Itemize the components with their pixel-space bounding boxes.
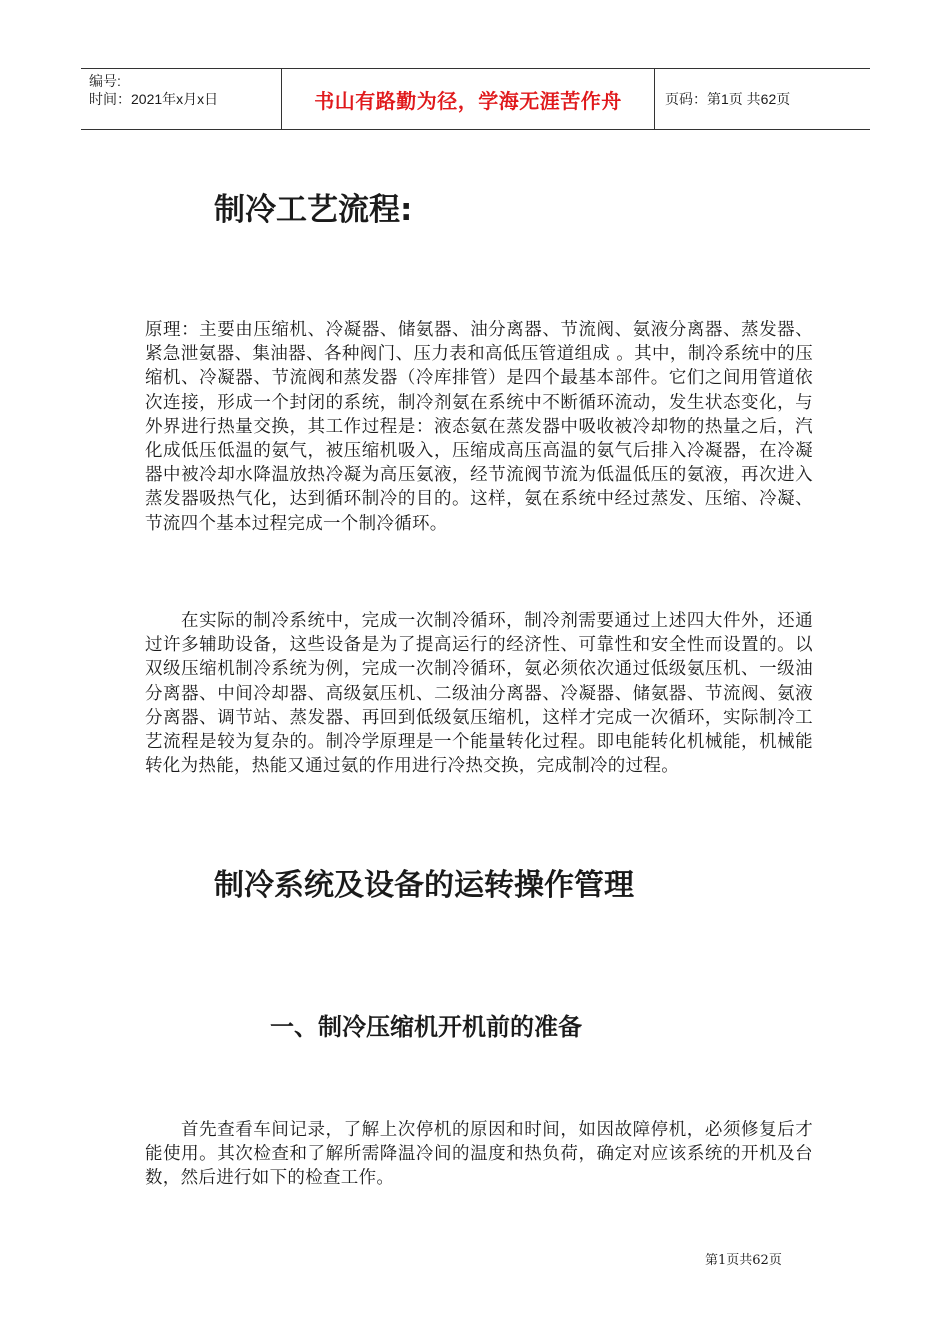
motto-text: 书山有路勤为径，学海无涯苦作舟: [314, 88, 622, 113]
number-label: 编号:: [89, 73, 121, 89]
section-heading: 制冷系统及设备的运转操作管理: [214, 868, 634, 903]
page-code-text: 页码：第1页 共62页: [665, 91, 791, 107]
header-page-code: [655, 69, 870, 129]
header-meta: [81, 69, 282, 129]
page-footer: 第1页共62页: [705, 1253, 782, 1268]
paragraph-preparation: 首先查看车间记录，了解上次停机的原因和时间，如因故障停机，必须修复后才能使用。其次检查和了解所需降温冷间的温度和热负荷，确定对应该系统的开机及台数，然后进行如下的检查工作。: [145, 1120, 813, 1189]
paragraph-actual-system: 在实际的制冷系统中，完成一次制冷循环，制冷剂需要通过上述四大件外，还通过许多辅助设备，这些设备是为了提高运行的经济性、可靠性和安全性而设置的。以双级压缩机制冷系统为例，完成一次制冷循环，氨必须依次通过低级氨压机、一级油分离器、中间冷却器、高级氨压机、二级油分离器、冷凝器、储氨器、节流阀、氨液分离器、调节站、蒸发器、再回到低级氨压缩机，这样才完成一次循环，实际制冷工艺流程是较为复杂的。制冷学原理是一个能量转化过程。即电能转化机械能，机械能转化为热能，热能又通过氨的作用进行冷热交换，完成制冷的过程。: [145, 611, 813, 777]
subsection-heading: 一、制冷压缩机开机前的准备: [270, 1013, 582, 1041]
header-motto: [282, 69, 655, 129]
time-label: 时间：2021年x月x日: [89, 91, 219, 107]
paragraph-principle: 原理：主要由压缩机、冷凝器、储氨器、油分离器、节流阀、氨液分离器、蒸发器、 紧急泄氨器、集油器、各种阀门、压力表和高低压管道组成 。其中，制冷系统中的压缩机、冷凝器、节流阀和蒸发器（冷库排管）是四个最基本部件。它们之间用管道依次连接，形成一个封闭的系统，制冷剂氨在系统中不断循环流动，发生状态变化，与外界进行热量交换，其工作过程是：液态氨在蒸发器中吸收被冷却物的热量之后，汽化成低压低温的氨气，被压缩机吸入，压缩成高压高温的氨气后排入冷凝器，在冷凝器中被冷却水降温放热冷凝为高压氨液，经节流阀节流为低温低压的氨液，再次进入蒸发器吸热气化，达到循环制冷的目的。这样，氨在系统中经过蒸发、压缩、冷凝、节流四个基本过程完成一个制冷循环。: [145, 320, 813, 534]
document-title: 制冷工艺流程:: [214, 192, 413, 228]
page-header: [81, 68, 870, 130]
